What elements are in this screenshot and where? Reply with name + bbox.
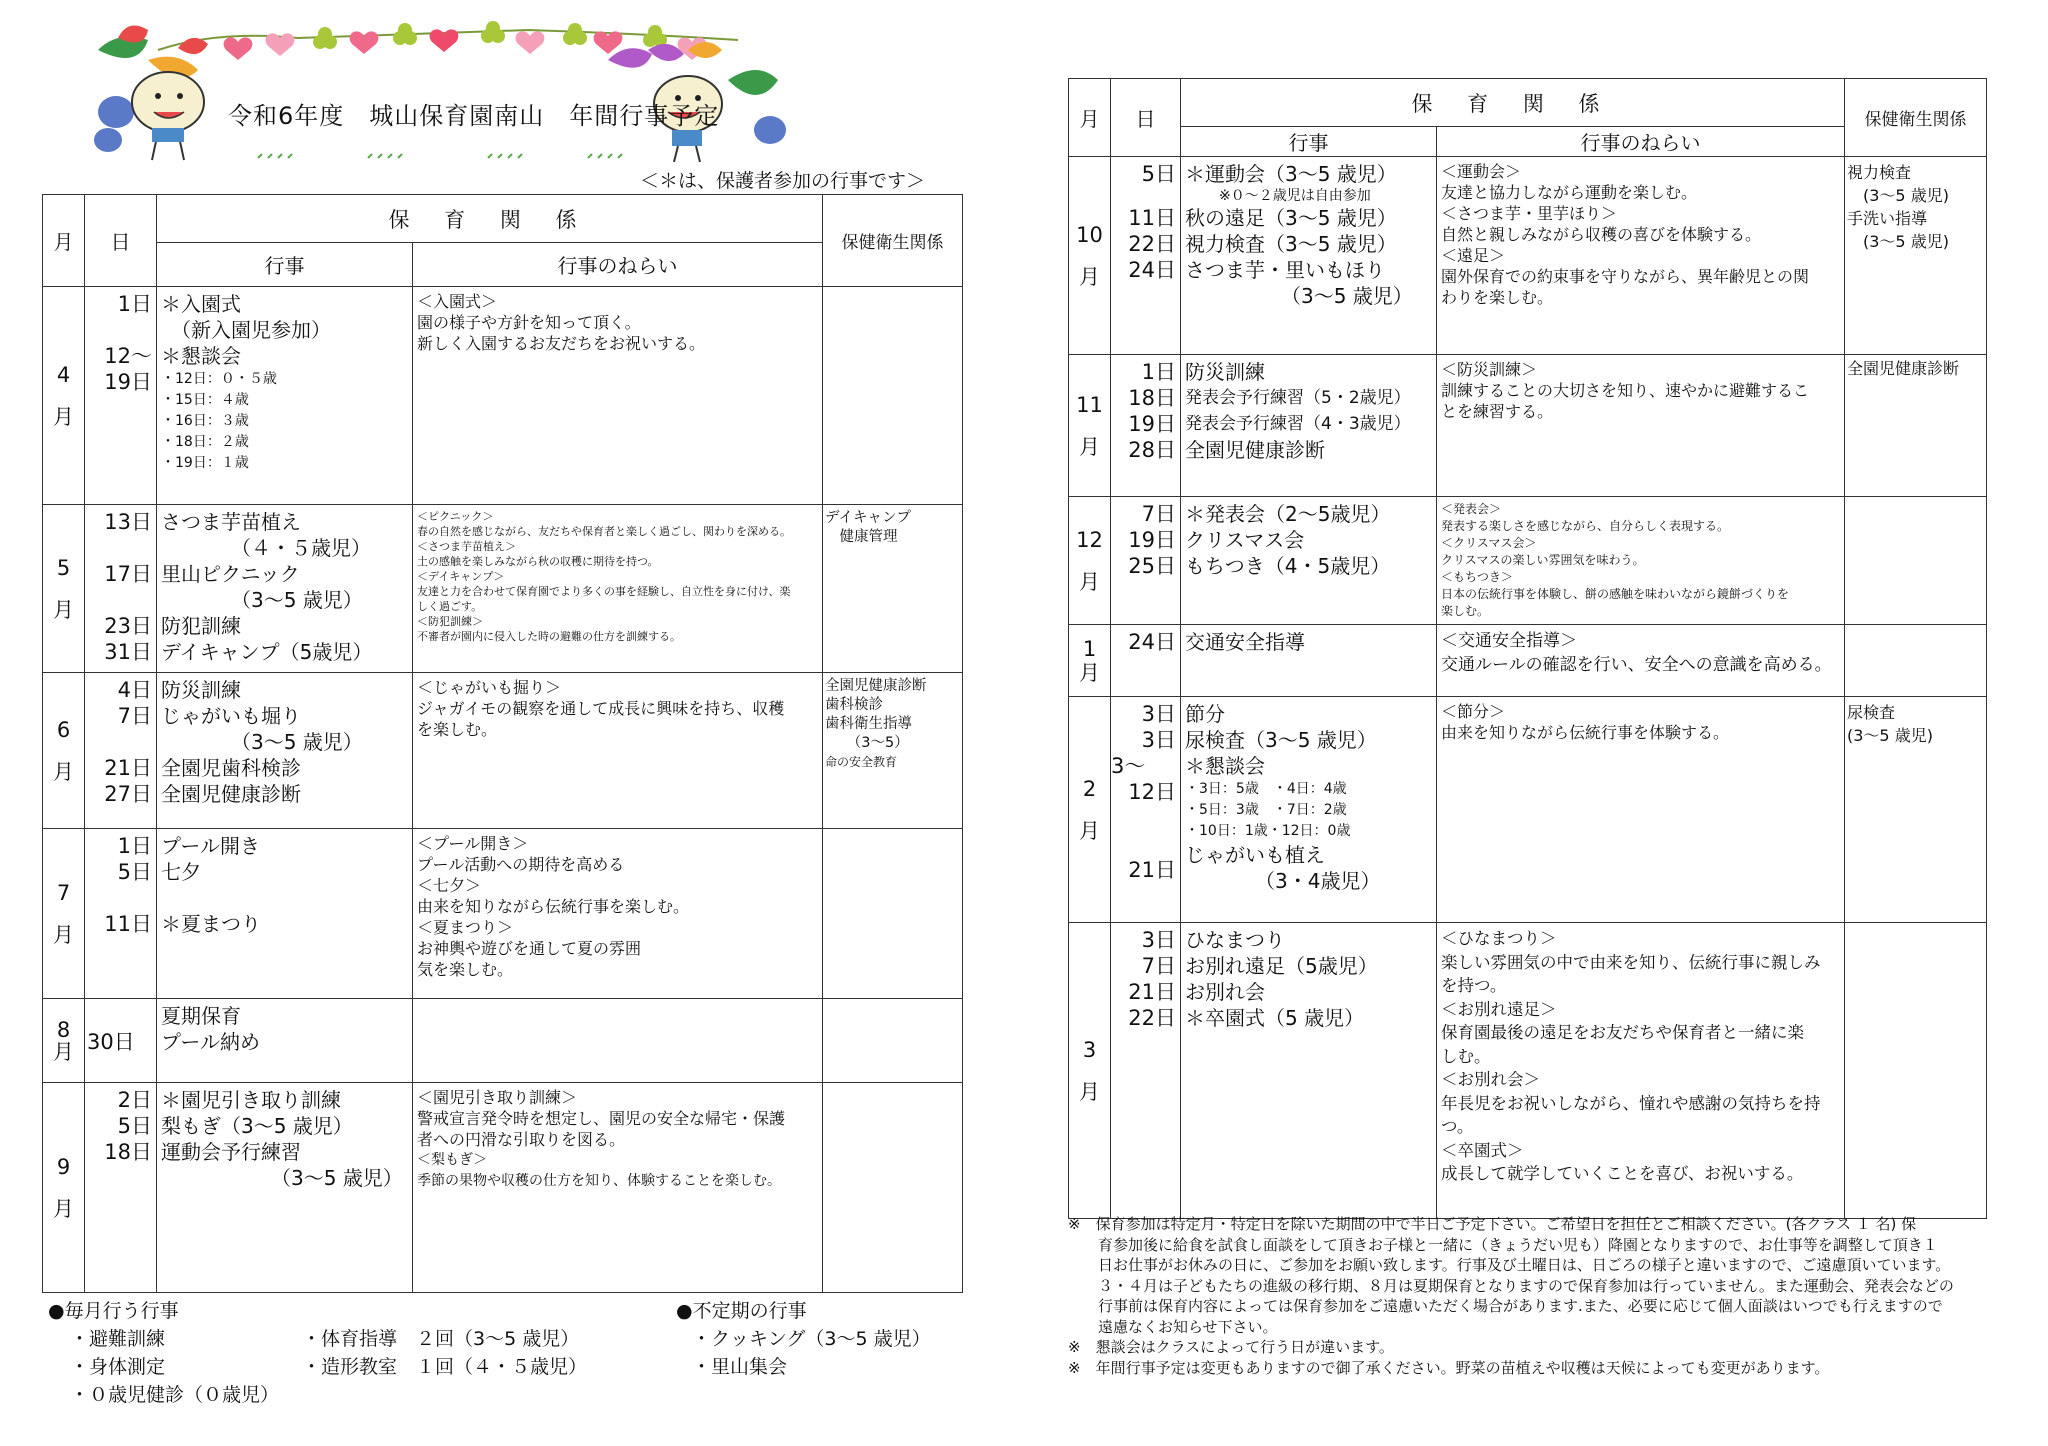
- table-row: [1069, 697, 1987, 923]
- list-item: ・身体測定: [70, 1356, 166, 1378]
- list-item: ・クッキング（3～5 歳児）: [692, 1328, 931, 1350]
- event-cell: さつま芋苗植え （４・５歳児） 里山ピクニック （3～5 歳児） 防犯訓練 デイキャンプ（5歳児）: [157, 505, 413, 673]
- footnote-line: ※ 年間行事予定は変更もありますので御了承ください。野菜の苗植えや収穫は天候によっても変更があります。: [1068, 1358, 1830, 1377]
- event-cell: プール開き 七夕 ＊夏まつり: [157, 829, 413, 999]
- month-cell: 10 月: [1069, 157, 1111, 355]
- col-header-aim: 行事のねらい: [1437, 127, 1845, 157]
- footnotes: [1068, 1214, 1986, 1378]
- character-left-icon: [132, 72, 204, 160]
- aim-cell: ＜園児引き取り訓練＞ 警戒宣言発令時を想定し、園児の安全な帰宅・保護 者への円滑な引取りを図る。 ＜梨もぎ＞ 季節の果物や収穫の仕方を知り、体験することを楽しむ。: [413, 1083, 823, 1293]
- table-row: [1069, 355, 1987, 497]
- footnote-line: 育参加後に給食を試食し面談をして頂きお子様と一緒に（きょうだい児も）降園となりますので、お仕事等を調整して頂き１: [1068, 1235, 1938, 1254]
- col-header-childcare: 保 育 関 係: [157, 195, 823, 243]
- health-cell: 尿検査 (3～5 歳児): [1845, 697, 1987, 923]
- col-header-health: 保健衛生関係: [1845, 79, 1987, 157]
- list-item: ・体育指導 ２回（3～5 歳児）: [302, 1328, 580, 1350]
- day-cell: 1日 12～ 19日: [85, 287, 157, 505]
- table-row: [43, 505, 963, 673]
- col-header-health: 保健衛生関係: [823, 195, 963, 287]
- monthly-events-title: ●毎月行う行事: [48, 1300, 179, 1322]
- table-row: [43, 829, 963, 999]
- health-cell: [1845, 625, 1987, 697]
- month-cell: 2 月: [1069, 697, 1111, 923]
- month-cell: 8 月: [43, 999, 85, 1083]
- day-cell: 2日 5日 18日: [85, 1083, 157, 1293]
- col-header-day: 日: [1111, 79, 1181, 157]
- day-cell: 1日 18日 19日 28日: [1111, 355, 1181, 497]
- aim-cell: ＜節分＞ 由来を知りながら伝統行事を体験する。: [1437, 697, 1845, 923]
- table-row: [43, 673, 963, 829]
- month-cell: 11 月: [1069, 355, 1111, 497]
- footnote-line: 遠慮なくお知らせ下さい。: [1068, 1317, 1278, 1336]
- event-cell: 交通安全指導: [1181, 625, 1437, 697]
- health-cell: デイキャンプ 健康管理: [823, 505, 963, 673]
- page-title: 令和6年度 城山保育園南山 年間行事予定: [228, 102, 720, 130]
- footnote-line: 日お仕事がお休みの日に、ご参加をお願い致します。行事及び土曜日は、日ごろの様子と違いますので、ご遠慮頂いています。: [1068, 1256, 1951, 1274]
- event-cell: 節分 尿検査（3～5 歳児） ＊懇談会 ・3日：5歳 ・4日：4歳 ・5日：3歳 ・7日：2歳 ・10日：1歳・12日：0歳 じゃがいも植え （3・4歳児）: [1181, 697, 1437, 923]
- event-cell: ひなまつり お別れ遠足（5歳児） お別れ会 ＊卒園式（5 歳児）: [1181, 923, 1437, 1219]
- footnote-line: ３・４月は子どもたちの進級の移行期、８月は夏期保育となりますので保育参加は行っていません。また運動会、発表会などの: [1068, 1276, 1954, 1295]
- health-cell: [1845, 923, 1987, 1219]
- month-cell: 6 月: [43, 673, 85, 829]
- col-header-aim: 行事のねらい: [413, 243, 823, 287]
- day-cell: 5日 11日 22日 24日: [1111, 157, 1181, 355]
- day-cell: 4日 7日 21日 27日: [85, 673, 157, 829]
- health-cell: [1845, 497, 1987, 625]
- month-cell: 4 月: [43, 287, 85, 505]
- table-row: [43, 999, 963, 1083]
- table-row: [1069, 923, 1987, 1219]
- table-row: [43, 1083, 963, 1293]
- header-decoration: [88, 20, 878, 170]
- month-cell: 1 月: [1069, 625, 1111, 697]
- list-item: ・造形教室 １回（４・５歳児）: [302, 1356, 588, 1378]
- table-row: [1069, 497, 1987, 625]
- aim-cell: ＜防災訓練＞ 訓練することの大切さを知り、速やかに避難するこ とを練習する。: [1437, 355, 1845, 497]
- left-schedule-table: [42, 194, 963, 1293]
- col-header-day: 日: [85, 195, 157, 287]
- event-cell: 夏期保育 プール納め: [157, 999, 413, 1083]
- day-cell: 7日 19日 25日: [1111, 497, 1181, 625]
- month-cell: 5 月: [43, 505, 85, 673]
- day-cell: 1日 5日 11日: [85, 829, 157, 999]
- event-cell: ＊園児引き取り訓練 梨もぎ（3～5 歳児） 運動会予行練習 （3～5 歳児）: [157, 1083, 413, 1293]
- day-cell: 3日 3日 3～ 12日 21日: [1111, 697, 1181, 923]
- aim-cell: ＜ピクニック＞ 春の自然を感じながら、友だちや保育者と楽しく過ごし、関わりを深める。 ＜さつま芋苗植え＞ 土の感触を楽しみながら秋の収穫に期待を持つ。 ＜デイキャンプ＞ 友達と力を合わせて保育園でより多くの事を経験し、自立性を身に付け、楽 しく過ごす。 ＜防犯訓練＞ 不審者が園内に侵入した時の避難の仕方を訓練する。: [413, 505, 823, 673]
- right-schedule-table: [1068, 78, 1987, 1219]
- list-item: ・里山集会: [692, 1356, 788, 1378]
- month-cell: 9 月: [43, 1083, 85, 1293]
- aim-cell: ＜運動会＞ 友達と協力しながら運動を楽しむ。 ＜さつま芋・里芋ほり＞ 自然と親しみながら収穫の喜びを体験する。 ＜遠足＞ 園外保育での約束事を守りながら、異年齢児との関 わりを楽しむ。: [1437, 157, 1845, 355]
- day-cell: 3日 7日 21日 22日: [1111, 923, 1181, 1219]
- month-cell: 3 月: [1069, 923, 1111, 1219]
- col-header-event: 行事: [157, 243, 413, 287]
- event-cell: ＊発表会（2～5歳児） クリスマス会 もちつき（4・5歳児）: [1181, 497, 1437, 625]
- aim-cell: ＜ひなまつり＞ 楽しい雰囲気の中で由来を知り、伝統行事に親しみ を持つ。 ＜お別れ遠足＞ 保育園最後の遠足をお友だちや保育者と一緒に楽 しむ。 ＜お別れ会＞ 年長児をお祝いしながら、憧れや感謝の気持ちを持 つ。 ＜卒園式＞ 成長して就学していくことを喜び、お祝いする。: [1437, 923, 1845, 1219]
- event-cell: 防災訓練 じゃがいも堀り （3～5 歳児） 全園児歯科検診 全園児健康診断: [157, 673, 413, 829]
- irregular-events-title: ●不定期の行事: [676, 1300, 807, 1322]
- health-cell: 全園児健康診断 歯科検診 歯科衛生指導 （3～5） 命の安全教育: [823, 673, 963, 829]
- health-cell: [823, 829, 963, 999]
- table-row: [43, 287, 963, 505]
- day-cell: 24日: [1111, 625, 1181, 697]
- month-cell: 12 月: [1069, 497, 1111, 625]
- health-cell: [823, 1083, 963, 1293]
- health-cell: 視力検査 (3～5 歳児) 手洗い指導 (3～5 歳児): [1845, 157, 1987, 355]
- event-cell: ＊運動会（3～5 歳児） ※０～２歳児は自由参加 秋の遠足（3～5 歳児） 視力検査（3～5 歳児） さつま芋・里いもほり （3～5 歳児）: [1181, 157, 1437, 355]
- regular-events-section: [48, 1296, 988, 1416]
- list-item: ・避難訓練: [70, 1328, 166, 1350]
- health-cell: 全園児健康診断: [1845, 355, 1987, 497]
- col-header-childcare: 保 育 関 係: [1181, 79, 1845, 127]
- grass-decoration-icon: [258, 154, 622, 158]
- health-cell: [823, 287, 963, 505]
- event-cell: 防災訓練 発表会予行練習（5・2歳児） 発表会予行練習（4・3歳児） 全園児健康診断: [1181, 355, 1437, 497]
- col-header-month: 月: [43, 195, 85, 287]
- event-cell: ＊入園式 （新入園児参加） ＊懇談会 ・12日：０・５歳 ・15日：４歳 ・16日：３歳 ・18日：２歳 ・19日：１歳: [157, 287, 413, 505]
- table-row: [1069, 625, 1987, 697]
- month-cell: 7 月: [43, 829, 85, 999]
- aim-cell: ＜発表会＞ 発表する楽しさを感じながら、自分らしく表現する。 ＜クリスマス会＞ クリスマスの楽しい雰囲気を味わう。 ＜もちつき＞ 日本の伝統行事を体験し、餅の感触を味わいながら鏡餅づくりを 楽しむ。: [1437, 497, 1845, 625]
- day-cell: 30日: [85, 999, 157, 1083]
- footnote-line: 行事前は保育内容によっては保育参加をご遠慮いただく場合があります.また、必要に応じて個人面談はいつでも行えますので: [1068, 1297, 1943, 1315]
- aim-cell: ＜じゃがいも掘り＞ ジャガイモの観察を通して成長に興味を持ち、収穫 を楽しむ。: [413, 673, 823, 829]
- aim-cell: ＜プール開き＞ プール活動への期待を高める ＜七夕＞ 由来を知りながら伝統行事を楽しむ。 ＜夏まつり＞ お神輿や遊びを通して夏の雰囲 気を楽しむ。: [413, 829, 823, 999]
- footnote-line: ※ 懇談会はクラスによって行う日が違います。: [1068, 1338, 1394, 1356]
- list-item: ・０歳児健診（０歳児）: [70, 1384, 280, 1406]
- health-cell: [823, 999, 963, 1083]
- parent-participation-note: ＜＊は、保護者参加の行事です＞: [640, 170, 926, 192]
- footnote-line: ※ 保育参加は特定月・特定日を除いた期間の中で半日ご予定下さい。ご希望日を担任とご相談ください。(各クラス １ 名) 保: [1068, 1215, 1917, 1233]
- day-cell: 13日 17日 23日 31日: [85, 505, 157, 673]
- aim-cell: ＜入園式＞ 園の様子や方針を知って頂く。 新しく入園するお友だちをお祝いする。: [413, 287, 823, 505]
- table-row: [1069, 157, 1987, 355]
- col-header-month: 月: [1069, 79, 1111, 157]
- aim-cell: [413, 999, 823, 1083]
- col-header-event: 行事: [1181, 127, 1437, 157]
- aim-cell: ＜交通安全指導＞ 交通ルールの確認を行い、安全への意識を高める。: [1437, 625, 1845, 697]
